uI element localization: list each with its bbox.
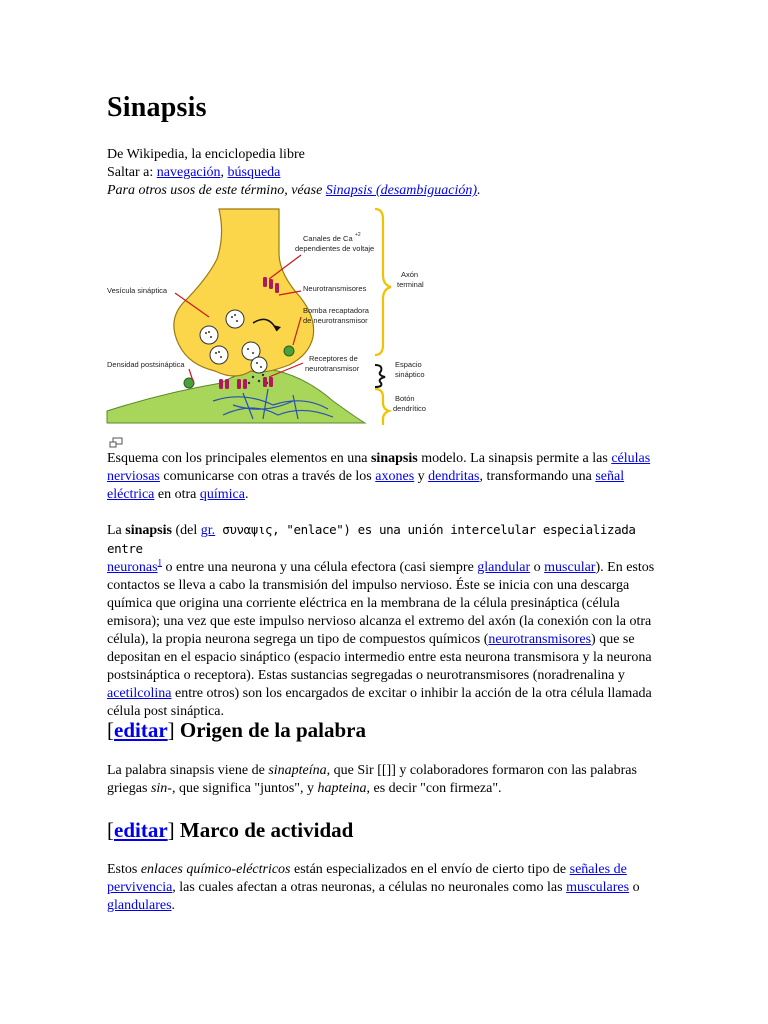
label-canales: Canales de Ca [303,234,353,243]
para-italic: sinapteína [268,763,327,778]
link-quimica[interactable]: química [199,487,245,502]
para-text: La [107,523,126,538]
link-neurotransmisores[interactable]: neurotransmisores [488,632,592,647]
activity-paragraph [107,861,667,915]
para-text: o entre una neurona y una célula efectora (casi siempre [162,560,478,575]
caption-text: y [414,469,429,484]
search-link[interactable]: búsqueda [227,165,281,180]
para-text: , es decir "con firmeza". [366,781,502,796]
para-bold: sinapsis [125,523,172,538]
para-italic: hapteina [317,781,367,796]
bracket-close: ] [167,818,175,842]
label-bomba: Bomba recaptadora [303,306,369,315]
enlarge-icon[interactable] [109,437,123,448]
jump-prefix: Saltar a: [107,165,157,180]
section-heading-origen [107,718,366,743]
link-senales-pervivencia[interactable]: señales de pervivencia [107,862,627,895]
para-text: . [171,898,176,913]
source-line: De Wikipedia, la enciclopedia libre [107,147,305,162]
link-acetilcolina[interactable]: acetilcolina [107,686,172,701]
caption-text: . [245,487,249,502]
para-text: están especializados en el envío de cierto tipo de [290,862,570,877]
para-text: La palabra sinapsis viene de [107,763,269,778]
label-densidad: Densidad postsináptica [107,360,185,369]
region-braces [375,209,391,425]
link-axones[interactable]: axones [375,469,415,484]
para-text: o [530,560,545,575]
para-text: , que significa "juntos", y [171,781,318,796]
label-vesicula: Vesícula sináptica [107,286,168,295]
label-espacio: Espacio [395,360,422,369]
link-celulas-nerviosas[interactable]: células nerviosas [107,451,651,484]
para-text: o [629,880,640,895]
para-italic: enlaces químico-eléctricos [140,862,291,877]
link-dendritas[interactable]: dendritas [428,469,480,484]
edit-link-marco[interactable]: editar [114,818,168,842]
para-text: Estos [107,862,141,877]
caption-text: Esquema con los principales elementos en una [107,451,371,466]
section-title: Marco de actividad [174,818,354,842]
navigation-link[interactable]: navegación [156,165,221,180]
intro-paragraph [107,521,667,721]
para-text: , que Sir [[]] y colaboradores formaron con las palabras griegas [107,763,637,796]
bracket-open: [ [107,718,114,742]
label-axon: Axón [401,270,419,279]
article-subtitle [107,146,667,200]
footnote-1[interactable]: 1 [157,557,163,568]
label-receptores: Receptores de [309,354,358,363]
figure-caption [107,450,662,504]
para-text: , las cuales afectan a otras neuronas, a células no neuronales como las [172,880,567,895]
link-glandulares[interactable]: glandulares [107,898,172,913]
caption-text: , transformando una [479,469,596,484]
edit-link-origen[interactable]: editar [114,718,168,742]
link-musculares[interactable]: musculares [566,880,630,895]
label-canales-2: dependientes de voltaje [295,244,375,253]
synapse-diagram[interactable] [103,205,438,427]
para-greek-text: συναψις, "enlace") es una unión intercelular especializada entre [107,522,636,556]
jump-line [107,164,667,182]
label-axon-2: terminal [397,280,424,289]
link-neuronas[interactable]: neuronas [107,560,158,575]
caption-text: comunicarse con otras a través de los [159,469,376,484]
para-text: entre otros) son los encargados de excitar o inhibir la acción de la otra célula llamada célula post sináptica. [107,686,652,719]
caption-text: en otra [154,487,200,502]
para-text: ). En estos contactos se lleva a cabo la transmisión del impulso nervioso. Éste se inicia con una descarga química que origina una corriente eléctrica en la membrana de la célula presináptica (célula emisora); una vez que este impulso nervioso alcanza el extremo del axón (la conexión con la otra célula), la propia neurona segrega un tipo de compuestos químicos ( [107,560,655,647]
label-canales-sup: +2 [355,232,361,238]
link-gr[interactable]: gr. [200,523,216,538]
disambiguation-prefix: Para otros usos de este término, véase [107,183,326,198]
bracket-close: ] [167,718,175,742]
label-boton-2: dendrítico [393,404,426,413]
origin-paragraph [107,762,667,798]
label-receptores-2: neurotransmisor [305,364,360,373]
link-glandular[interactable]: glandular [477,560,531,575]
para-text: ) que se depositan en el espacio sináptico (espacio intermedio entre esta neurona transmisora y la neurona postsináptica o receptora). Estas sustancias segregadas o neurotransmisores (noradrenalina y [107,632,652,683]
section-heading-marco [107,818,353,843]
page-title: Sinapsis [107,92,207,123]
label-espacio-2: sináptico [395,370,425,379]
bracket-open: [ [107,818,114,842]
disambiguation-suffix: . [477,183,481,198]
caption-text: modelo. La sinapsis permite a las [417,451,612,466]
label-boton: Botón [395,394,415,403]
disambiguation-note [107,182,667,200]
label-neurotransmisores: Neurotransmisores [303,284,367,293]
link-muscular[interactable]: muscular [544,560,596,575]
separator: , [220,165,228,180]
disambiguation-link[interactable]: Sinapsis (desambiguación) [325,183,478,198]
para-italic: sin- [150,781,172,796]
para-text: (del [171,523,201,538]
caption-bold: sinapsis [370,451,418,466]
label-bomba-2: de neurotransmisor [303,316,368,325]
link-senal-electrica[interactable]: señal eléctrica [107,469,625,502]
section-title: Origen de la palabra [174,718,366,742]
